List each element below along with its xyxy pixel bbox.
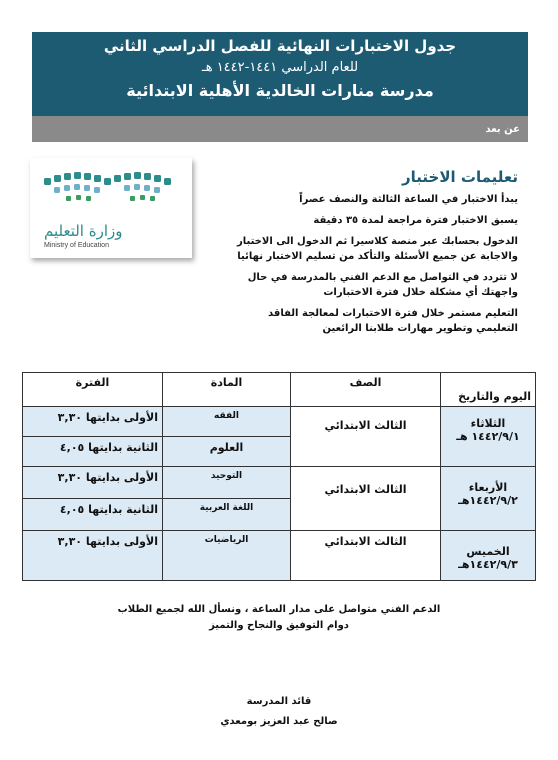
- subject-cell: العلوم: [163, 437, 291, 467]
- instruction-item: التعليم مستمر خلال فترة الاختبارات لمعالجة الفاقد التعليمي وتطوير مهارات طلابنا الرائعين: [268, 308, 518, 334]
- subject-cell: الفقه: [163, 407, 291, 437]
- day-cell: [441, 407, 536, 467]
- document-header: [32, 32, 528, 116]
- school-name: مدرسة منارات الخالدية الأهلية الابتدائية: [126, 81, 434, 100]
- instruction-item: لا تتردد في التواصل مع الدعم الفني بالمدرسة في حال واجهتك أي مشكلة خلال فترة الاختبارات: [247, 272, 518, 298]
- instruction-item: يسبق الاختبار فترة مراجعة لمدة ٣٥ دقيقة: [313, 215, 518, 226]
- day-cell: [441, 467, 536, 531]
- day-date: ١٤٤٢/٩/٣هـ: [458, 558, 518, 571]
- instruction-item: يبدأ الاختبار في الساعة الثالثة والنصف عصراً: [299, 194, 518, 205]
- day-name: الخميس: [466, 545, 510, 558]
- grade-cell: الثالث الابتدائي: [291, 531, 441, 581]
- instructions-title: تعليمات الاختبار: [402, 168, 518, 186]
- day-cell: [441, 531, 536, 581]
- subject-cell: الرياضيات: [163, 531, 291, 581]
- header-period: الفترة: [23, 373, 163, 407]
- table-row: [23, 467, 536, 499]
- header-title: جدول الاختبارات النهائية للفصل الدراسي الثاني: [103, 37, 457, 55]
- period-cell: الأولى بدايتها ٣,٣٠: [23, 467, 163, 499]
- ministry-logo-english: Ministry of Education: [44, 242, 109, 249]
- grade-cell: الثالث الابتدائي: [291, 467, 441, 531]
- ministry-logo: [30, 158, 192, 258]
- period-cell: الثانية بدايتها ٤,٠٥: [23, 499, 163, 531]
- period-cell: الأولى بدايتها ٣,٣٠: [23, 407, 163, 437]
- subject-cell: اللغة العربية: [163, 499, 291, 531]
- exam-instructions: [228, 168, 518, 342]
- header-academic-year: للعام الدراسي ١٤٤١-١٤٤٢ هـ: [201, 60, 359, 75]
- principal-name: صالح عبد العزيز بومعدي: [220, 716, 338, 727]
- header-day: اليوم والتاريخ: [441, 373, 536, 407]
- remote-label: عن بعد: [485, 124, 520, 135]
- principal-title: قائد المدرسة: [246, 696, 312, 707]
- header-grade: الصف: [291, 373, 441, 407]
- remote-subbar: [32, 116, 528, 142]
- instruction-item: الدخول بحسابك عبر منصة كلاسيرا ثم الدخول الى الاختبار والاجابة عن جميع الأسئلة والتأكد من تسليم الاختبار نهائيا: [237, 236, 518, 262]
- day-name: الثلاثاء: [470, 417, 506, 430]
- period-cell: الأولى بدايتها ٣,٣٠: [23, 531, 163, 581]
- ministry-logo-arabic: وزارة التعليم: [44, 222, 123, 240]
- day-date: ١٤٤٢/٩/١ هـ: [456, 430, 520, 443]
- grade-cell: الثالث الابتدائي: [291, 407, 441, 467]
- table-header-row: [23, 373, 536, 407]
- day-name: الأربعاء: [468, 481, 508, 494]
- support-note: [0, 602, 558, 634]
- support-text: الدعم الفني متواصل على مدار الساعة ، ونسأل الله لجميع الطلاب: [117, 604, 441, 615]
- header-subject: المادة: [163, 373, 291, 407]
- table-row: [23, 531, 536, 581]
- signature-block: [0, 692, 558, 732]
- table-row: [23, 407, 536, 437]
- day-date: ١٤٤٢/٩/٢هـ: [458, 494, 518, 507]
- exam-schedule-table: [22, 372, 536, 581]
- period-cell: الثانية بدايتها ٤,٠٥: [23, 437, 163, 467]
- ministry-logo-icon: [30, 158, 192, 220]
- subject-cell: التوحيد: [163, 467, 291, 499]
- wish-text: دوام التوفيق والنجاح والتميز: [209, 620, 349, 631]
